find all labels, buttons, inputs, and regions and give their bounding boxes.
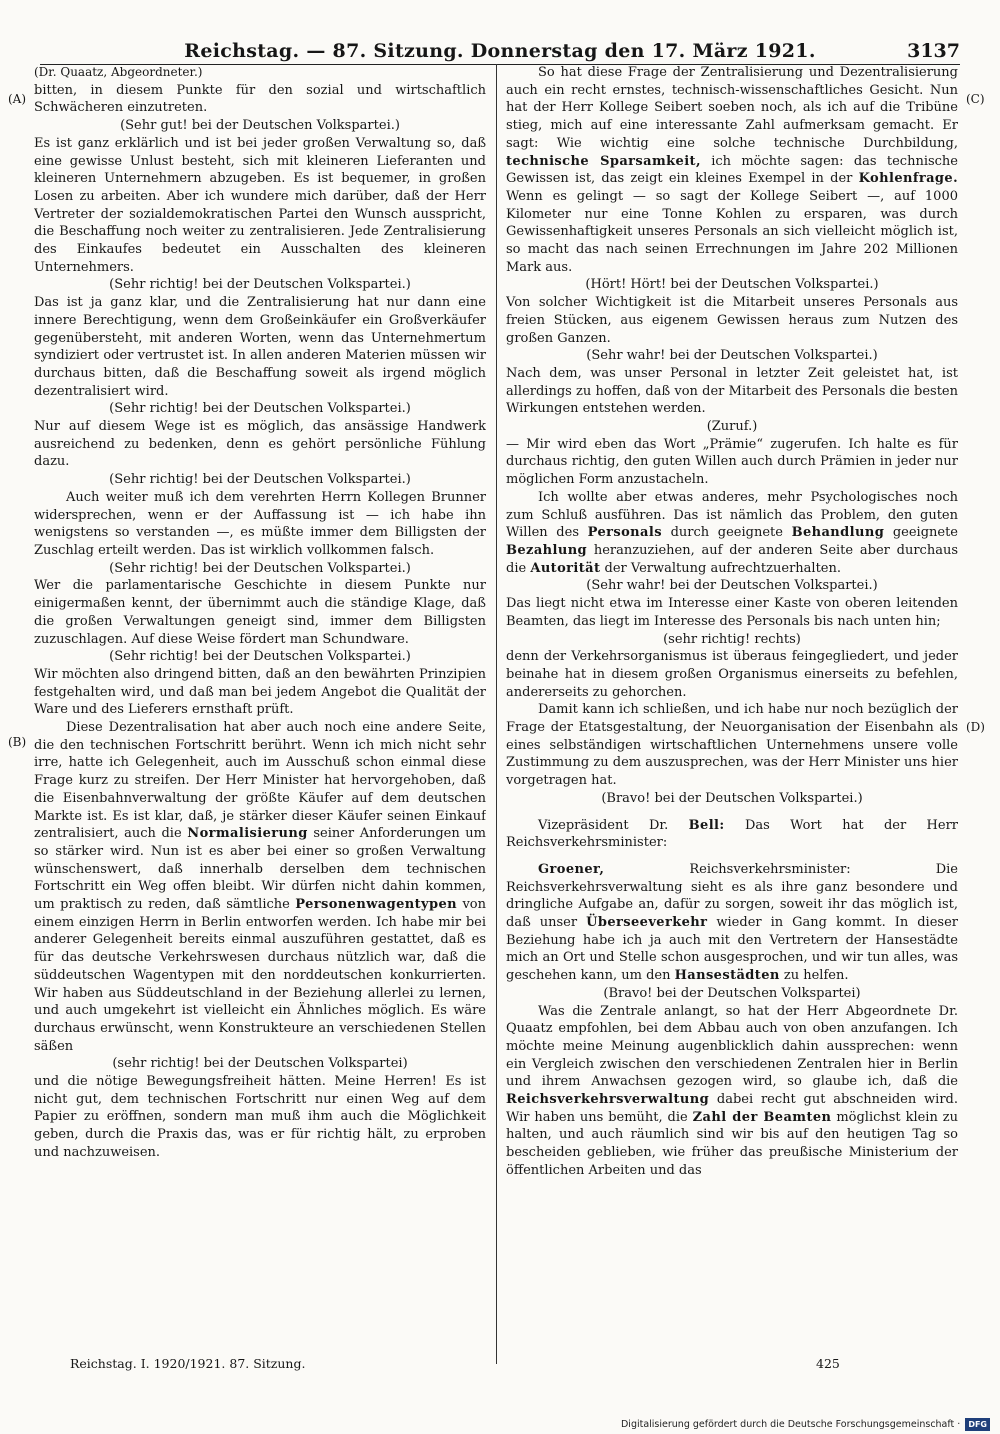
paragraph — [506, 489, 958, 578]
text-run: von einem einzigen Herrn in Berlin entworfen werden. Ich habe mir bei anderer Gelegenheit bereits einmal auszuführen gestattet, daß es für das deutsche Verkehrswesen durchaus nützlich war, daß die süddeutschen Wagentypen mit den norddeutschen konkurrierten. Wir haben aus Süddeutschland in der Beziehung allerlei zu lernen, und auch umgekehrt ist vielleicht ein Ähnliches möglich. Es wäre durchaus erwünscht, wenn Konstrukteure an verschiedenen Stellen säßen — [34, 897, 486, 1054]
text-run: seiner Anforderungen um so stärker wird. Nun ist es aber bei einer so großen Verwaltung wünschenswert, daß innerhalb derselben dem technischen Fortschritt ein Weg offen bleibt. Wir dürfen nicht dahin kommen, um praktisch zu reden, daß sämtliche — [34, 826, 486, 913]
emphasis: Normalisierung — [187, 826, 308, 842]
interjection: (Sehr gut! bei der Deutschen Volkspartei.) — [120, 118, 400, 134]
interjection: (Zuruf.) — [706, 419, 758, 435]
emphasis: Überseeverkehr — [586, 915, 708, 931]
text-run: Wenn es gelingt — so sagt der Kollege Seibert —, auf 1000 Kilometer nur eine Tonne Kohlen zu ersparen, was durch Gewissenhaftigkeit unseres Personals an sich vielleicht möglich ist, so macht das nach seinen Errechnungen im Jahre 202 Millionen Mark aus. — [506, 188, 958, 275]
paragraph: Auch weiter muß ich dem verehrten Herrn Kollegen Brunner widersprechen, wenn er der Auffassung ist — ich habe ihn wenigstens so verstanden —, es müßte immer dem Billigsten der Zuschlag erteilt werden. Das ist wirklich vollkommen falsch. — [34, 489, 486, 558]
paragraph: Nur auf diesem Wege ist es möglich, das ansässige Handwerk ausreichend zu bedenken, denn es gehört persönliche Fühlung dazu. — [34, 419, 486, 470]
text-run: möglichst klein zu halten, und auch räumlich sind wir bis auf den heutigen Tag so bescheiden geblieben, wie früher das preußische Ministerium der öffentlichen Arbeiten und das — [506, 1109, 958, 1178]
text-run: Vizepräsident Dr. — [538, 817, 669, 833]
interjection: (Sehr richtig! bei der Deutschen Volkspartei.) — [109, 277, 411, 293]
header-title: Reichstag. — 87. Sitzung. Donnerstag den 17. März 1921. — [184, 40, 816, 62]
paragraph: Wir möchten also dringend bitten, daß an den bewährten Prinzipien festgehalten wird, und daß man bei jedem Angebot die Qualität der Ware und des Lieferers ernsthaft prüft. — [34, 666, 486, 718]
interjection: (Hört! Hört! bei der Deutschen Volkspartei.) — [585, 277, 879, 293]
text-run: So hat diese Frage der Zentralisierung und Dezentralisierung auch ein recht ernstes, technisch-wissenschaftliches Gesicht. Nun hat der Herr Kollege Seibert soeben noch, als ich auf die Tribüne stieg, mich auf eine interessante Zahl aufmerksam gemacht. Er sagt: Wie wichtig eine solche technische Durchbildung, — [506, 65, 958, 151]
speaker-vizepraesident — [506, 817, 958, 852]
interjection: (sehr richtig! bei der Deutschen Volkspartei) — [112, 1056, 408, 1072]
emphasis: Reichsverkehrsverwaltung — [506, 1092, 710, 1108]
margin-mark-a: (A) — [8, 92, 27, 106]
text-run: wieder in Gang kommt. In dieser Beziehung habe ich ja auch mit den Vertretern der Hansestädte mich an Ort und Stelle schon ausgesprochen, und wir tun alles, was geschehen kann, um den — [506, 915, 958, 984]
text-run: heranzuziehen, auf der anderen Seite aber durchaus die — [506, 542, 958, 576]
speaker-name: Groener, — [538, 861, 605, 877]
text-run: dabei recht gut abschneiden wird. Wir haben uns bemüht, die — [506, 1092, 958, 1125]
interjection: (Bravo! bei der Deutschen Volkspartei) — [603, 985, 861, 1001]
paragraph: Es ist ganz erklärlich und ist bei jeder großen Verwaltung so, daß eine gewisse Unlust besteht, sich mit kleineren Lieferanten und kleineren Unternehmern abzugeben. Es ist bequemer, in großen Losen zu arbeiten. Aber ich wundere mich darüber, daß der Herr Vertreter der sozialdemokratischen Partei den Wunsch ausspricht, die Beschaffung noch weiter zu zentralisieren. Jede Zentralisierung des Einkaufes bedeutet ein Ausschalten des kleineren Unternehmers. — [34, 135, 486, 275]
paragraph: Nach dem, was unser Personal in letzter Zeit geleistet hat, ist allerdings zu hoffen, daß von der Mitarbeit des Personals die besten Wirkungen entstehen werden. — [506, 365, 958, 417]
speaker-name: Bell: — [688, 817, 725, 833]
text-run: Was die Zentrale anlangt, so hat der Herr Abgeordnete Dr. Quaatz empfohlen, bei dem Abbau auch von oben anzufangen. Ich möchte meine Meinung augenblicklich dahin aussprechen: wenn ein Vergleich zwischen den verschiedenen Zentralen hier in Berlin und ihrem Anwachsen gezogen wird, so glaube ich, daß die — [506, 1003, 958, 1090]
emphasis: Hansestädten — [674, 968, 780, 984]
emphasis: technische Sparsamkeit, — [506, 153, 701, 169]
interjection: (Sehr richtig! bei der Deutschen Volkspartei.) — [109, 560, 411, 576]
paragraph: Das liegt nicht etwa im Interesse einer Kaste von oberen leitenden Beamten, das liegt im Interesse des Personals bis nach unten hin; — [506, 596, 958, 629]
paragraph: und die nötige Bewegungsfreiheit hätten. Meine Herren! Es ist nicht gut, dem technischen Fortschritt nur einen Weg auf dem Papier zu eröffnen, sondern man muß ihm auch die Möglichkeit geben, durch die Praxis das, was er für richtig hält, zu erproben und nachzuweisen. — [34, 1074, 486, 1160]
page-number: 3137 — [907, 40, 960, 62]
left-column — [34, 64, 486, 1356]
right-column — [506, 64, 958, 1340]
paragraph: Damit kann ich schließen, und ich habe nur noch bezüglich der Frage der Etatsgestaltung, der Neuorganisation der Eisenbahn als eines selbständigen wirtschaftlichen Unternehmens unsere volle Zustimmung zu dem auszusprechen, was der Herr Minister uns hier vorgetragen hat. — [506, 702, 958, 789]
paragraph: — Mir wird eben das Wort „Prämie“ zugerufen. Ich halte es für durchaus richtig, den guten Willen auch durch Prämien in jeder nur möglichen Form anzustacheln. — [506, 436, 958, 488]
speaker-groener — [506, 861, 958, 985]
interjection: (Sehr wahr! bei der Deutschen Volkspartei.) — [586, 578, 878, 594]
credit-text: Digitalisierung gefördert durch die Deutsche Forschungsgemeinschaft · — [620, 1418, 961, 1430]
text-run: ich möchte sagen: das technische Gewissen ist, das zeigt ein kleines Exempel in der — [506, 153, 958, 187]
emphasis: Behandlung — [791, 525, 885, 541]
interjection: (Sehr richtig! bei der Deutschen Volkspartei.) — [109, 401, 411, 417]
text-run: geeignete — [892, 525, 958, 541]
margin-mark-d: (D) — [966, 720, 985, 734]
interjection: (Sehr richtig! bei der Deutschen Volkspartei.) — [109, 649, 411, 665]
paragraph: Wer die parlamentarische Geschichte in diesem Punkte nur einigermaßen kennt, der übernimmt auch die ständige Klage, daß die großen Verwaltungen geneigt sind, immer dem Billigsten zuzuschlagen. Auf diese Weise fördert man Schundware. — [34, 578, 486, 647]
text-run: der Verwaltung aufrechtzuerhalten. — [604, 560, 841, 576]
text-run: Das Wort hat der Herr Reichsverkehrsminister: — [506, 817, 958, 851]
text-run: Diese Dezentralisation hat aber auch noch eine andere Seite, die den technischen Fortschritt berührt. Wenn ich mich nicht sehr irre, hatte ich Gelegenheit, auch im Ausschuß schon einmal diese Frage kurz zu streifen. Der Herr Minister hat hervorgehoben, daß die Eisenbahnverwaltung der größte Käufer auf dem deutschen Markte ist. Es ist klar, daß, je stärker dieser Käufer seinen Einkauf zentralisiert, auch die — [34, 720, 486, 842]
text-run: Reichsverkehrsminister: Die Reichsverkehrsverwaltung sieht es als ihre ganz besondere und dringliche Aufgabe an, dafür zu sorgen, soweit ihr das möglich ist, daß unser — [506, 861, 958, 931]
text-run: Ich wollte aber etwas anderes, mehr Psychologisches noch zum Schluß ausführen. Das ist nämlich das Problem, den guten Willen des — [506, 489, 958, 541]
dfg-logo: DFG — [965, 1418, 990, 1431]
paragraph — [506, 64, 958, 276]
emphasis: Personals — [587, 525, 662, 541]
paragraph: Das ist ja ganz klar, und die Zentralisierung hat nur dann eine innere Berechtigung, wenn dem Großeinkäufer ein Großverkäufer gegenübersteht, mit anderen Worten, wenn das Unternehmertum syndiziert oder vertrustet ist. In allen anderen Materien müssen wir durchaus bitten, daß die Beschaffung soweit als irgend möglich dezentralisiert wird. — [34, 295, 486, 399]
interjection: (Bravo! bei der Deutschen Volkspartei.) — [601, 790, 863, 806]
speaker-note: (Dr. Quaatz, Abgeordneter.) — [34, 65, 203, 79]
paragraph: denn der Verkehrsorganismus ist überaus feingegliedert, und jeder beinahe hat in diesem großen Organismus einerseits zu befehlen, andererseits zu gehorchen. — [506, 649, 958, 700]
paragraph: bitten, in diesem Punkte für den sozial und wirtschaftlich Schwächeren einzutreten. — [34, 82, 486, 116]
margin-mark-c: (C) — [966, 92, 985, 106]
margin-mark-b: (B) — [8, 735, 27, 749]
emphasis: Bezahlung — [506, 542, 588, 558]
interjection: (Sehr wahr! bei der Deutschen Volkspartei.) — [586, 348, 878, 364]
paragraph: Von solcher Wichtigkeit ist die Mitarbeit unseres Personals aus freien Stücken, aus eigenem Gewissen heraus zum Nutzen des großen Ganzen. — [506, 295, 958, 346]
emphasis: Personenwagentypen — [295, 897, 457, 913]
paragraph — [34, 719, 486, 1055]
footer-session-info: Reichstag. I. 1920/1921. 87. Sitzung. — [70, 1356, 306, 1371]
emphasis: Kohlenfrage. — [858, 171, 958, 187]
column-separator — [496, 64, 497, 1364]
digitization-credit — [621, 1417, 990, 1431]
emphasis: Autorität — [530, 560, 601, 576]
text-run: durch geeignete — [670, 525, 783, 541]
paragraph — [506, 1003, 958, 1180]
emphasis: Zahl der Beamten — [692, 1109, 832, 1125]
page-header — [40, 40, 960, 65]
interjection: (sehr richtig! rechts) — [663, 631, 801, 647]
interjection: (Sehr richtig! bei der Deutschen Volkspartei.) — [109, 472, 411, 488]
text-run: zu helfen. — [783, 968, 849, 984]
footer-signature-number: 425 — [816, 1356, 840, 1371]
